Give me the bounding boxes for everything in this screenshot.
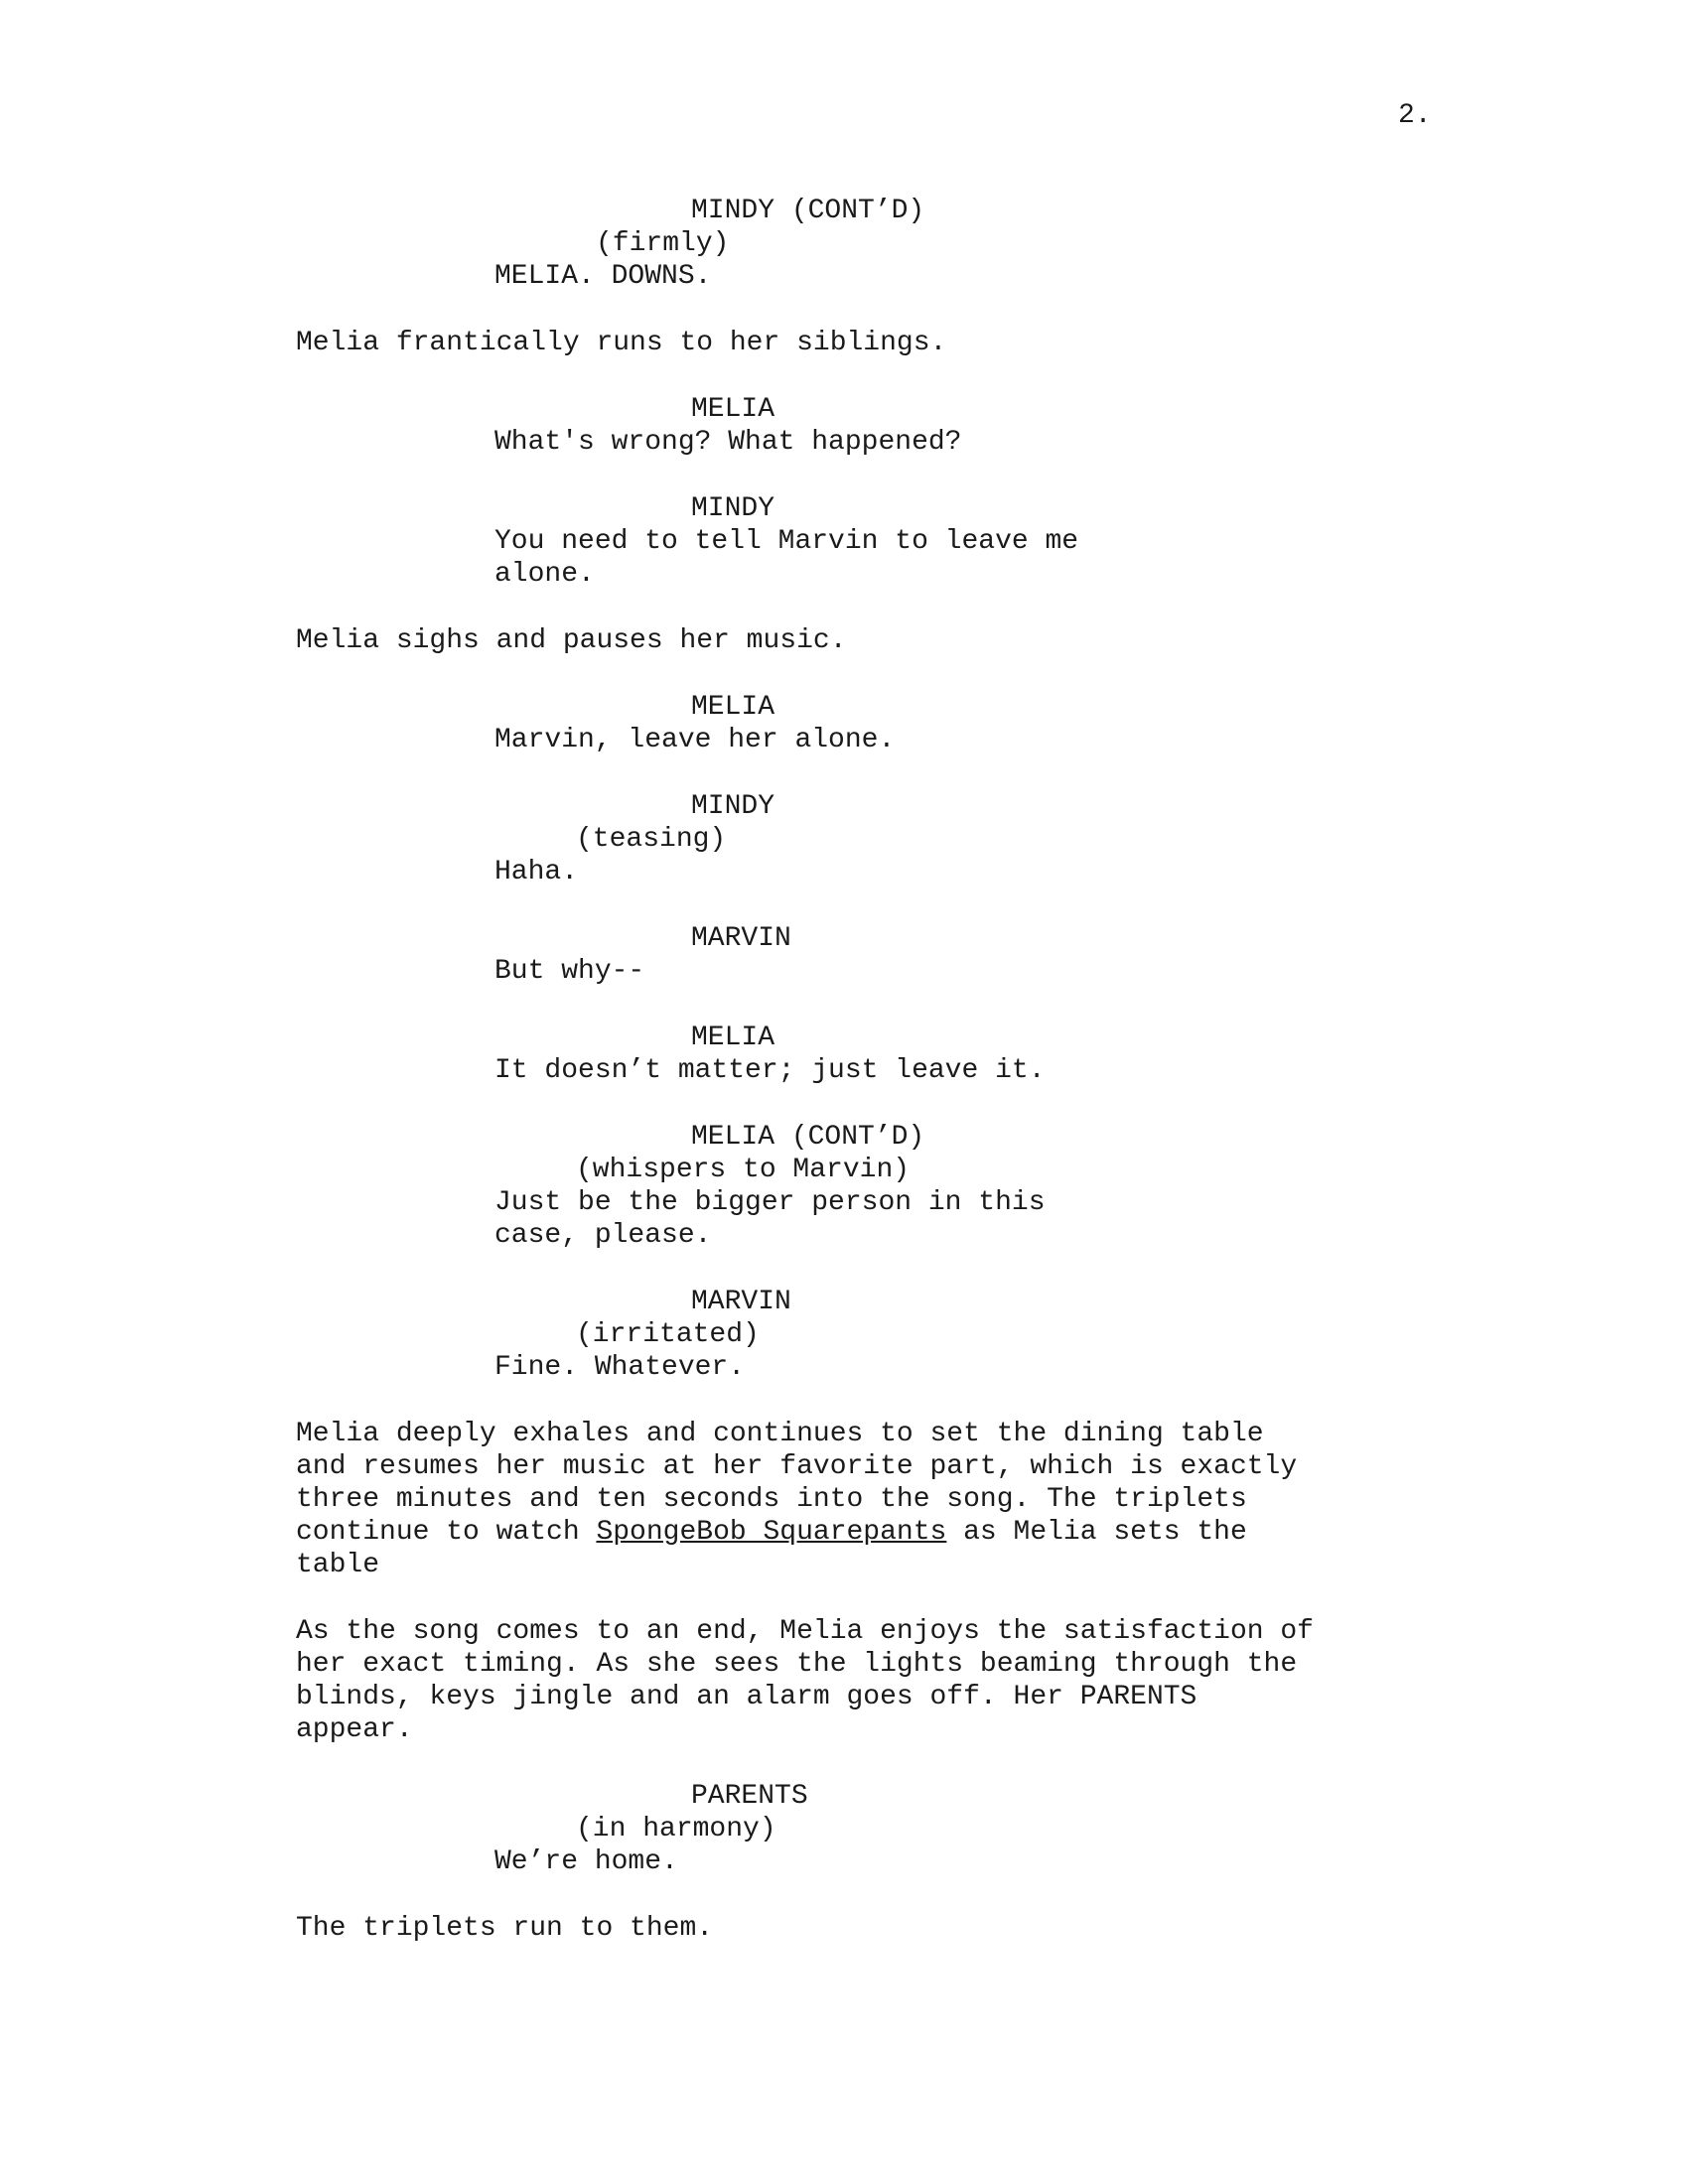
action-line: The triplets run to them.: [296, 1913, 714, 1944]
character-cue: MINDY (CONT’D): [691, 196, 925, 226]
action-text: continue to watch: [296, 1517, 597, 1548]
character-cue: MINDY: [691, 493, 775, 524]
dialogue-line: We’re home.: [494, 1846, 678, 1877]
action-line: Melia sighs and pauses her music.: [296, 625, 847, 656]
character-cue: MARVIN: [691, 923, 791, 954]
parenthetical: (teasing): [576, 824, 727, 855]
action-line: her exact timing. As she sees the lights beaming through the: [296, 1649, 1298, 1680]
dialogue-line: What's wrong? What happened?: [494, 427, 962, 458]
character-cue: MARVIN: [691, 1287, 791, 1317]
character-cue: MELIA (CONT’D): [691, 1122, 925, 1153]
character-cue: MINDY: [691, 791, 775, 822]
character-cue: PARENTS: [691, 1781, 808, 1812]
action-line: and resumes her music at her favorite part, which is exactly: [296, 1451, 1298, 1482]
character-cue: MELIA: [691, 692, 775, 723]
dialogue-line: Just be the bigger person in this: [494, 1187, 1046, 1218]
parenthetical: (whispers to Marvin): [576, 1155, 911, 1185]
action-text: as Melia sets the: [946, 1517, 1247, 1548]
dialogue-line: alone.: [494, 559, 595, 590]
action-line: appear.: [296, 1714, 413, 1745]
dialogue-line: Fine. Whatever.: [494, 1352, 746, 1383]
action-line: As the song comes to an end, Melia enjoys the satisfaction of: [296, 1616, 1314, 1647]
action-line: blinds, keys jingle and an alarm goes off. Her PARENTS: [296, 1682, 1197, 1712]
dialogue-line: Marvin, leave her alone.: [494, 725, 896, 755]
action-line: three minutes and ten seconds into the song. The triplets: [296, 1484, 1247, 1515]
action-line: table: [296, 1550, 380, 1580]
character-cue: MELIA: [691, 394, 775, 425]
parenthetical: (irritated): [576, 1319, 760, 1350]
parenthetical: (in harmony): [576, 1814, 776, 1844]
action-line: [296, 1516, 1247, 1549]
action-line: Melia deeply exhales and continues to set the dining table: [296, 1419, 1264, 1449]
dialogue-line: case, please.: [494, 1220, 712, 1251]
dialogue-line: Haha.: [494, 857, 579, 887]
parenthetical: (firmly): [596, 228, 730, 259]
dialogue-line: But why--: [494, 956, 645, 987]
dialogue-line: You need to tell Marvin to leave me: [494, 526, 1079, 557]
character-cue: MELIA: [691, 1023, 775, 1053]
page-number: 2.: [1398, 100, 1432, 131]
show-title: SpongeBob Squarepants: [596, 1517, 947, 1548]
action-line: Melia frantically runs to her siblings.: [296, 328, 947, 358]
dialogue-line: It doesn’t matter; just leave it.: [494, 1055, 1046, 1086]
dialogue-line: MELIA. DOWNS.: [494, 261, 712, 292]
